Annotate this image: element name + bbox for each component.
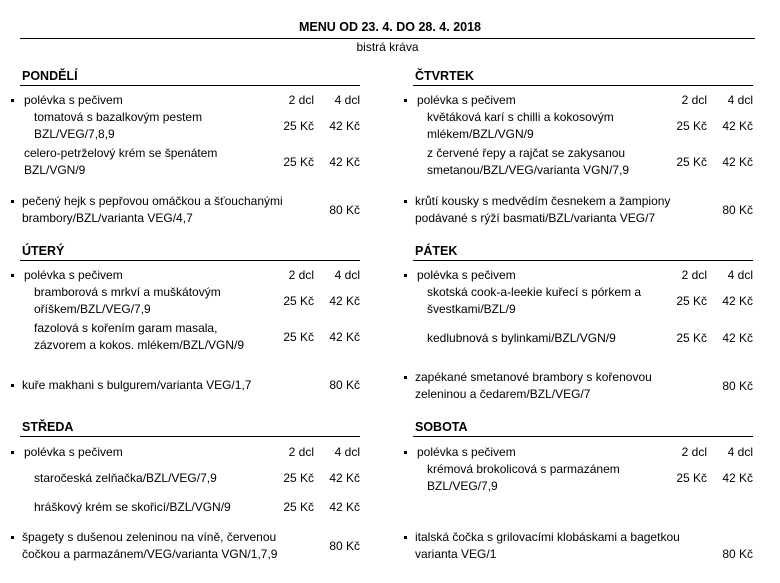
bullet-icon bbox=[404, 451, 407, 454]
soup-line1: bramborová s mrkví a muškátovým bbox=[34, 285, 221, 299]
soup-line1: květáková karí s chilli a kokosovým bbox=[427, 110, 614, 124]
bullet-icon bbox=[404, 536, 407, 539]
bullet-icon bbox=[404, 274, 407, 277]
price-small: 25 Kč bbox=[676, 331, 707, 345]
main-price: 80 Kč bbox=[722, 203, 753, 217]
main-price: 80 Kč bbox=[722, 379, 753, 393]
price-large: 42 Kč bbox=[722, 471, 753, 485]
soup-label: polévka s pečivem bbox=[417, 93, 516, 107]
soup-line2: BZL/VEG/7,8,9 bbox=[34, 127, 115, 141]
soup-line1: staročeská zelňačka/BZL/VEG/7,9 bbox=[34, 471, 217, 485]
main-line2: brambory/BZL/varianta VEG/4,7 bbox=[22, 211, 193, 225]
price-large: 42 Kč bbox=[329, 119, 360, 133]
soup-line1: tomatová s bazalkovým pestem bbox=[34, 110, 203, 124]
bullet-icon bbox=[11, 274, 14, 277]
soup-line2: zázvorem a kokos. mlékem/BZL/VGN/9 bbox=[34, 338, 245, 352]
bullet-icon bbox=[11, 384, 14, 387]
main-line1: pečený hejk s pepřovou omáčkou a šťouchanými bbox=[22, 194, 283, 208]
soup-line2: smetanou/BZL/VEG/varianta VGN/7,9 bbox=[427, 163, 630, 177]
soup-label: polévka s pečivem bbox=[24, 268, 123, 282]
soup-item bbox=[413, 330, 753, 347]
soup-line2: BZL/VGN/9 bbox=[24, 163, 86, 177]
main-line1: kuře makhani s bulgurem/varianta VEG/1,7 bbox=[22, 378, 252, 392]
day-monday bbox=[20, 67, 360, 232]
size-small: 2 dcl bbox=[288, 93, 314, 107]
size-small: 2 dcl bbox=[681, 93, 707, 107]
main-dish bbox=[413, 369, 753, 403]
main-dish bbox=[20, 377, 360, 394]
price-small: 25 Kč bbox=[676, 119, 707, 133]
size-large: 4 dcl bbox=[727, 93, 753, 107]
main-line1: zapékané smetanové brambory s kořenovou bbox=[415, 370, 652, 384]
soup-line1: hráškový krém se skořicí/BZL/VGN/9 bbox=[34, 500, 231, 514]
page-title: MENU OD 23. 4. DO 28. 4. 2018 bbox=[298, 20, 482, 34]
main-line1: italská čočka s grilovacími klobáskami a bagetkou bbox=[415, 530, 680, 544]
soup-line1: z červené řepy a rajčat se zakysanou bbox=[427, 146, 626, 160]
soup-item bbox=[20, 320, 360, 354]
main-dish bbox=[20, 193, 360, 227]
soup-item bbox=[20, 499, 360, 516]
day-friday bbox=[413, 242, 753, 402]
day-title: ÚTERÝ bbox=[20, 242, 360, 261]
size-large: 4 dcl bbox=[334, 93, 360, 107]
soup-item bbox=[413, 145, 753, 179]
size-small: 2 dcl bbox=[288, 268, 314, 282]
price-large: 42 Kč bbox=[722, 119, 753, 133]
main-line1: špagety s dušenou zeleninou na víně, červenou bbox=[22, 530, 277, 544]
soup-label: polévka s pečivem bbox=[24, 93, 123, 107]
bullet-icon bbox=[404, 200, 407, 203]
bullet-icon bbox=[11, 536, 14, 539]
soup-line2: švestkami/BZL/9 bbox=[427, 302, 516, 316]
soup-item bbox=[20, 109, 360, 143]
bullet-icon bbox=[404, 376, 407, 379]
price-large: 42 Kč bbox=[329, 330, 360, 344]
main-dish bbox=[413, 529, 753, 563]
day-tuesday bbox=[20, 242, 360, 402]
day-title: PONDĚLÍ bbox=[20, 67, 360, 86]
soup-label: polévka s pečivem bbox=[24, 445, 123, 459]
soup-item bbox=[20, 145, 360, 179]
size-small: 2 dcl bbox=[288, 445, 314, 459]
day-thursday bbox=[413, 67, 753, 232]
price-small: 25 Kč bbox=[283, 119, 314, 133]
day-wednesday bbox=[20, 418, 360, 583]
bullet-icon bbox=[11, 451, 14, 454]
main-price: 80 Kč bbox=[329, 378, 360, 392]
price-large: 42 Kč bbox=[329, 155, 360, 169]
soup-line2: BZL/VEG/7,9 bbox=[427, 479, 498, 493]
day-title: PÁTEK bbox=[413, 242, 753, 261]
size-large: 4 dcl bbox=[727, 445, 753, 459]
restaurant-name: bistrá kráva bbox=[20, 38, 755, 54]
soup-line1: fazolová s kořením garam masala, bbox=[34, 321, 218, 335]
soup-line1: skotská cook-a-leekie kuřecí s pórkem a bbox=[427, 285, 642, 299]
price-small: 25 Kč bbox=[676, 155, 707, 169]
soup-label: polévka s pečivem bbox=[417, 268, 516, 282]
price-small: 25 Kč bbox=[283, 500, 314, 514]
price-large: 42 Kč bbox=[722, 294, 753, 308]
day-title: STŘEDA bbox=[20, 418, 360, 437]
main-line2: varianta VEG/1 bbox=[415, 547, 497, 561]
price-large: 42 Kč bbox=[722, 331, 753, 345]
soup-item bbox=[20, 470, 360, 487]
bullet-icon bbox=[11, 99, 14, 102]
soup-line1: krémová brokolicová s parmazánem bbox=[427, 462, 620, 476]
main-price: 80 Kč bbox=[329, 539, 360, 553]
size-small: 2 dcl bbox=[681, 445, 707, 459]
price-small: 25 Kč bbox=[676, 294, 707, 308]
main-price: 80 Kč bbox=[722, 547, 753, 561]
day-title: SOBOTA bbox=[413, 418, 753, 437]
soup-line1: kedlubnová s bylinkami/BZL/VGN/9 bbox=[427, 331, 616, 345]
size-large: 4 dcl bbox=[334, 268, 360, 282]
main-line1: krůtí kousky s medvědím česnekem a žampiony bbox=[415, 194, 671, 208]
main-dish bbox=[20, 529, 360, 563]
main-dish bbox=[413, 193, 753, 227]
soup-line1: celero-petrželový krém se špenátem bbox=[24, 146, 218, 160]
bullet-icon bbox=[404, 99, 407, 102]
soup-item bbox=[413, 461, 753, 495]
soup-label: polévka s pečivem bbox=[417, 445, 516, 459]
size-small: 2 dcl bbox=[681, 268, 707, 282]
price-small: 25 Kč bbox=[283, 471, 314, 485]
soup-item bbox=[413, 109, 753, 143]
price-large: 42 Kč bbox=[329, 294, 360, 308]
soup-item bbox=[413, 284, 753, 318]
price-small: 25 Kč bbox=[676, 471, 707, 485]
size-large: 4 dcl bbox=[334, 445, 360, 459]
day-saturday bbox=[413, 418, 753, 583]
main-line2: podávané s rýží basmati/BZL/varianta VEG/7 bbox=[415, 211, 656, 225]
price-large: 42 Kč bbox=[329, 471, 360, 485]
soup-line2: mlékem/BZL/VGN/9 bbox=[427, 127, 534, 141]
day-title: ČTVRTEK bbox=[413, 67, 753, 86]
main-line2: čočkou a parmazánem/VEG/varianta VGN/1,7,9 bbox=[22, 547, 278, 561]
price-small: 25 Kč bbox=[283, 330, 314, 344]
price-small: 25 Kč bbox=[283, 294, 314, 308]
soup-item bbox=[20, 284, 360, 318]
main-line2: zeleninou a čedarem/BZL/VEG/7 bbox=[415, 387, 591, 401]
price-large: 42 Kč bbox=[722, 155, 753, 169]
bullet-icon bbox=[11, 200, 14, 203]
price-small: 25 Kč bbox=[283, 155, 314, 169]
soup-line2: oříškem/BZL/VEG/7,9 bbox=[34, 302, 151, 316]
main-price: 80 Kč bbox=[329, 203, 360, 217]
size-large: 4 dcl bbox=[727, 268, 753, 282]
price-large: 42 Kč bbox=[329, 500, 360, 514]
